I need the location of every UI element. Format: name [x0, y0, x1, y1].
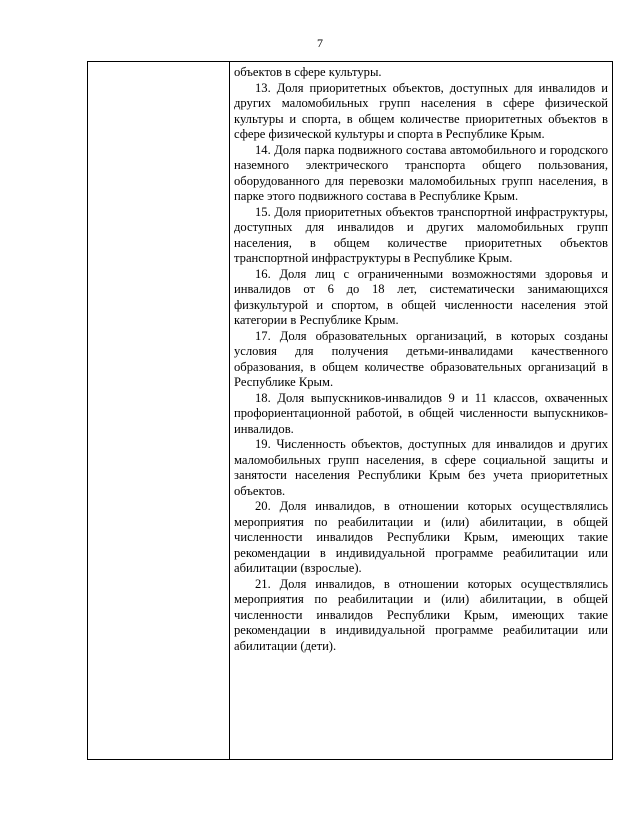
- indicator-paragraph: 14. Доля парка подвижного состава автомобильного и городского наземного электрического транспорта общего пользования, оборудованного для перевозки маломобильных групп населения, в парке этого подвижного состава в Республике Крым.: [234, 142, 608, 203]
- page-number: 7: [317, 36, 323, 50]
- indicator-paragraph: 20. Доля инвалидов, в отношении которых осуществлялись мероприятия по реабилитации и (или) абилитации, в общей численности инвалидов Республики Крым, имеющих такие рекомендации в индивидуальной программе реабилитации или абилитации (взрослые).: [234, 499, 608, 575]
- indicator-paragraph: 13. Доля приоритетных объектов, доступных для инвалидов и других маломобильных групп населения в сфере физической культуры и спорта, в общем количестве приоритетных объектов в сфере физической культуры и спорта в Республике Крым.: [234, 80, 608, 141]
- indicator-paragraph: 18. Доля выпускников-инвалидов 9 и 11 классов, охваченных профориентационной работой, в общей численности выпускников-инвалидов.: [234, 390, 608, 436]
- indicators-table: [87, 61, 613, 760]
- indicator-paragraph: 17. Доля образовательных организаций, в которых созданы условия для получения детьми-инвалидами качественного образования, в общем количестве образовательных организаций в Республике Крым.: [234, 328, 608, 389]
- indicator-paragraph: объектов в сфере культуры.: [234, 65, 382, 79]
- indicator-paragraph: 16. Доля лиц с ограниченными возможностями здоровья и инвалидов от 6 до 18 лет, систематически занимающихся физкультурой и спортом, в общей численности населения этой категории в Республике Крым.: [234, 266, 608, 327]
- indicator-paragraph: 19. Численность объектов, доступных для инвалидов и других маломобильных групп населения, в сфере социальной защиты и занятости населения Республики Крым без учета приоритетных объектов.: [234, 437, 608, 498]
- table-right-column: [231, 62, 612, 759]
- table-left-column: [88, 62, 230, 759]
- indicator-paragraph: 15. Доля приоритетных объектов транспортной инфраструктуры, доступных для инвалидов и других маломобильных групп населения, в общем количестве приоритетных объектов транспортной инфраструктуры в Республике Крым.: [234, 204, 608, 265]
- indicator-paragraph: 21. Доля инвалидов, в отношении которых осуществлялись мероприятия по реабилитации и (или) абилитации, в общей численности инвалидов Республики Крым, имеющих такие рекомендации в индивидуальной программе реабилитации или абилитации (дети).: [234, 576, 608, 653]
